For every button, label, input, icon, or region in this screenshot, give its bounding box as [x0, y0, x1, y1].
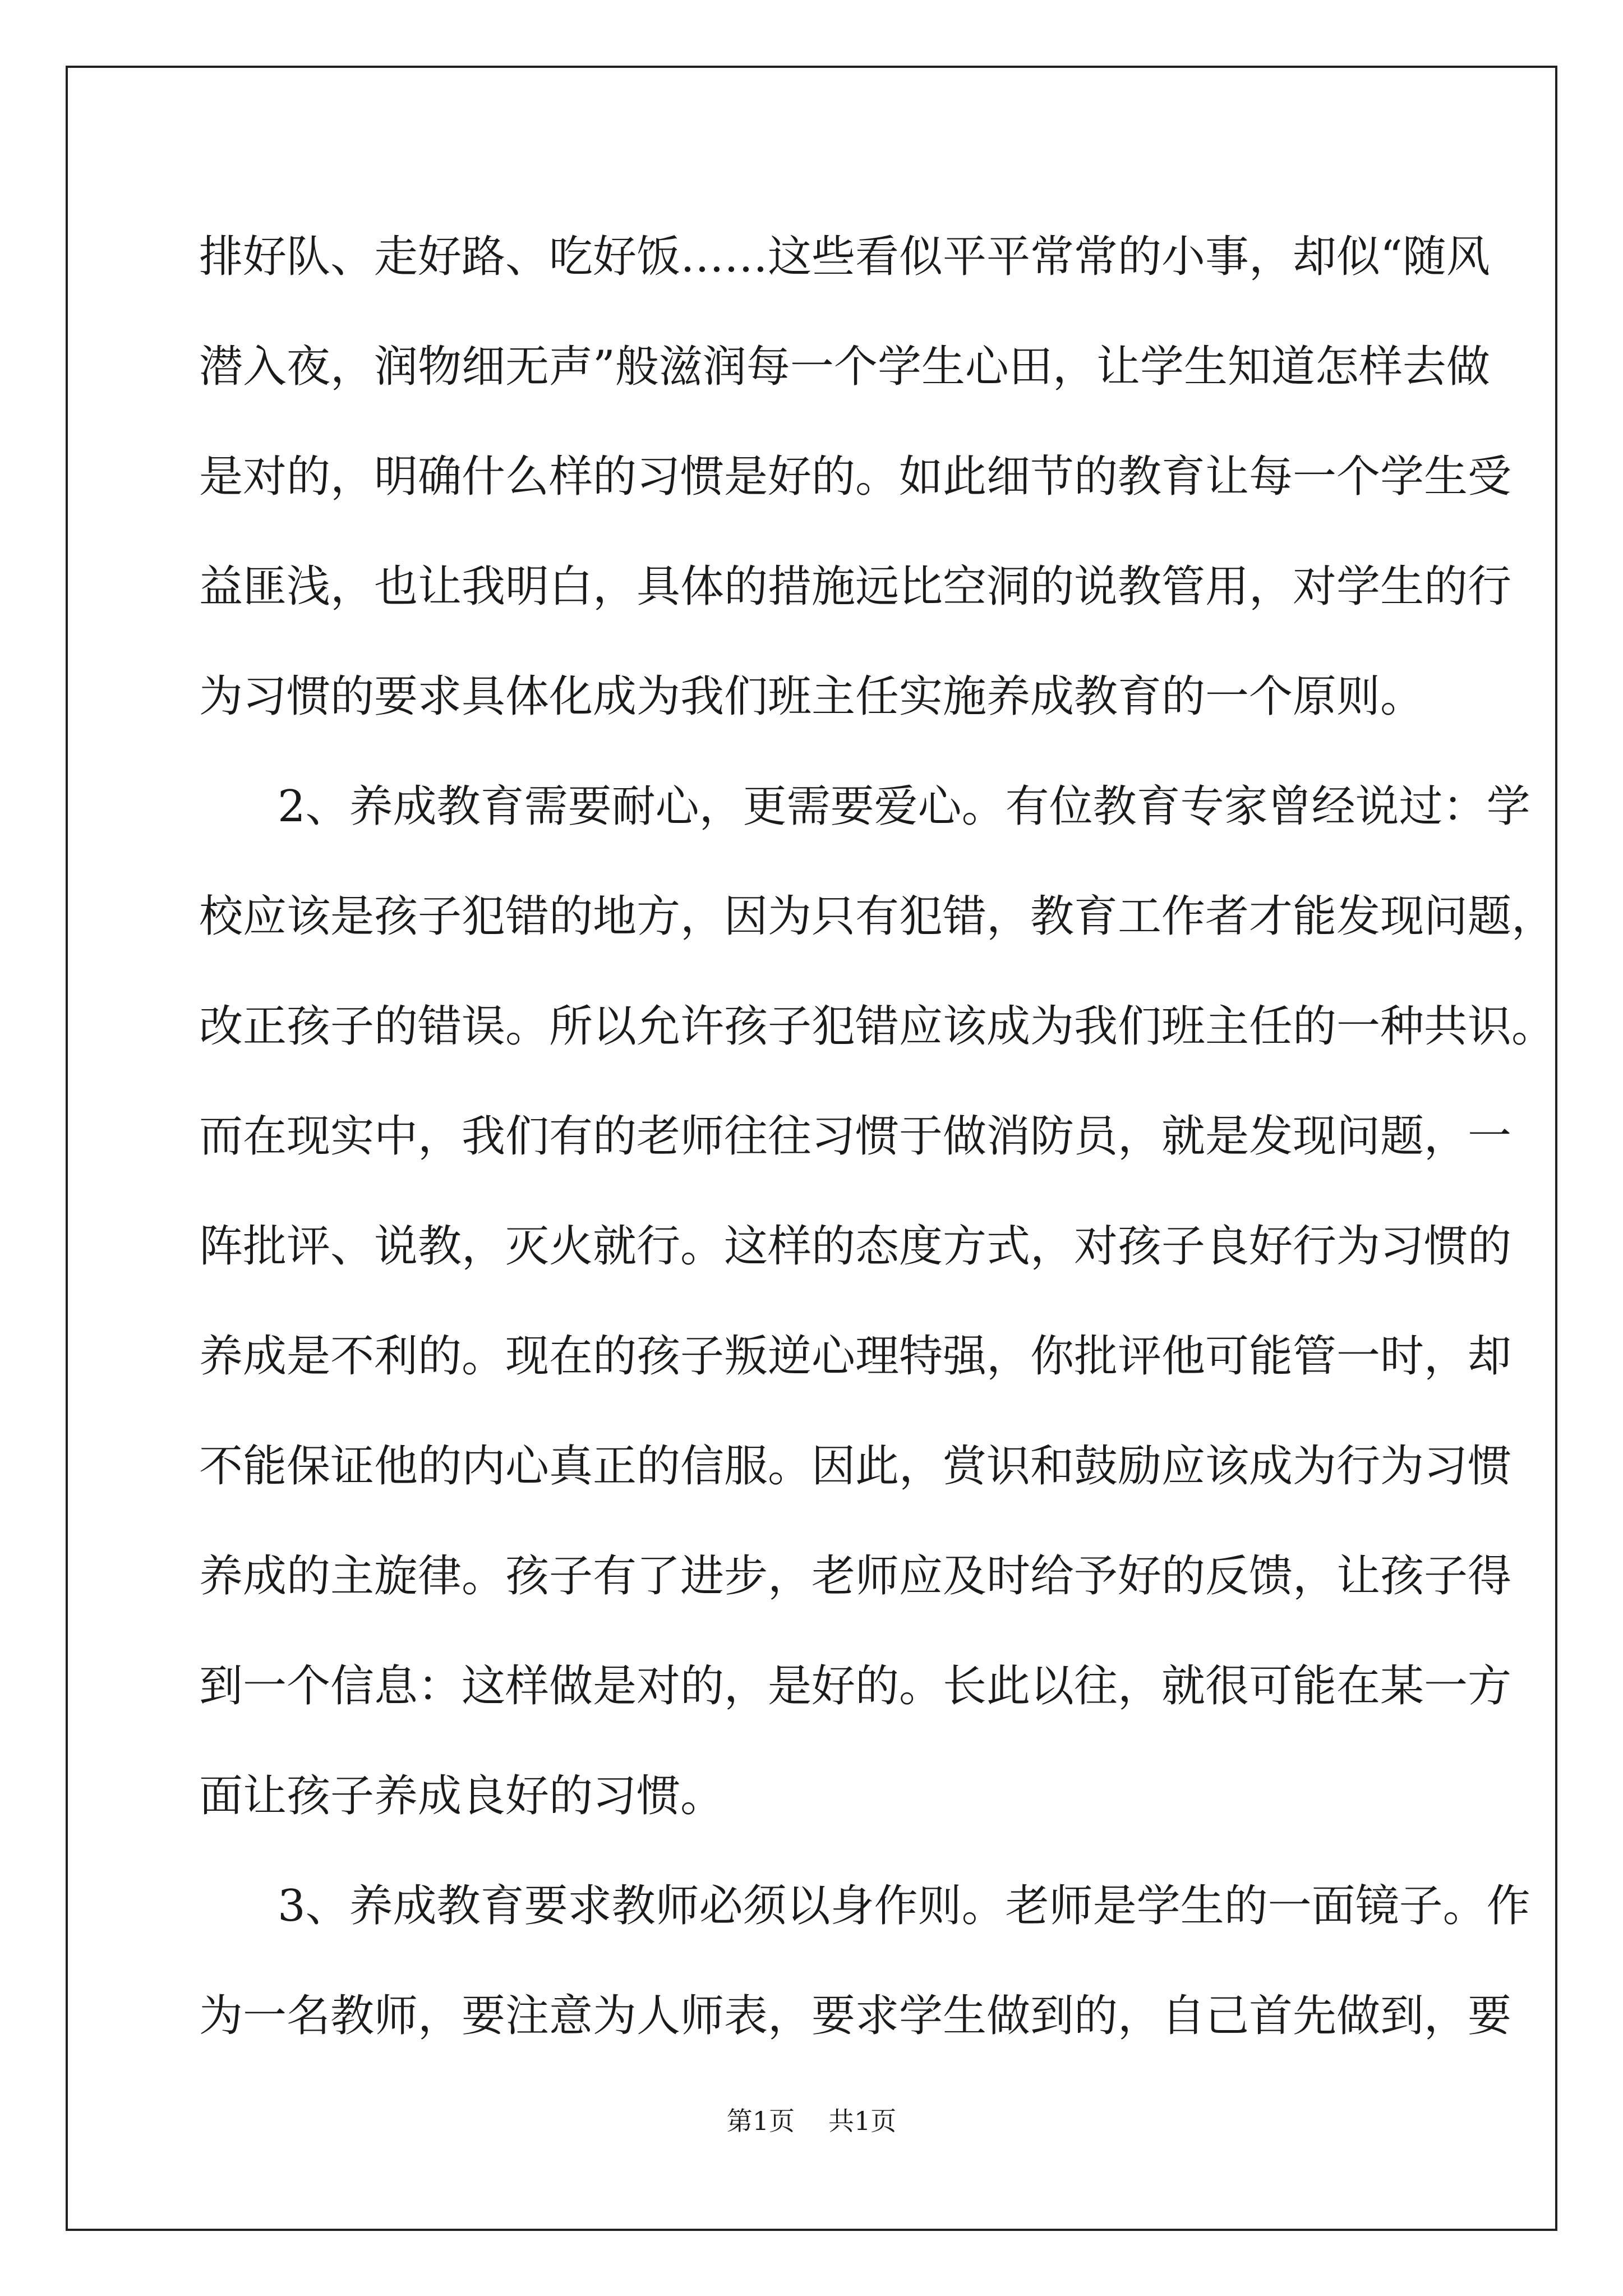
text-line: 为一名教师，要注意为人师表，要求学生做到的，自己首先做到，要	[199, 1991, 1512, 2041]
paragraph-first-line: 3、养成教育要求教师必须以身作则。老师是学生的一面镜子。作	[278, 1881, 1530, 1931]
text-line: 校应该是孩子犯错的地方，因为只有犯错，教育工作者才能发现问题，	[199, 891, 1556, 942]
text-line: 潜入夜，润物细无声”般滋润每一个学生心田，让学生知道怎样去做	[199, 342, 1490, 392]
page-number-total: 共1页	[828, 2106, 897, 2136]
text-line: 不能保证他的内心真正的信服。因此，赏识和鼓励应该成为行为习惯	[199, 1441, 1512, 1492]
text-line: 为习惯的要求具体化成为我们班主任实施养成教育的一个原则。	[199, 671, 1424, 722]
text-line: 到一个信息：这样做是对的，是好的。长此以往，就很可能在某一方	[199, 1661, 1512, 1711]
text-line: 改正孩子的错误。所以允许孩子犯错应该成为我们班主任的一种共识。	[199, 1001, 1556, 1052]
text-line: 益匪浅，也让我明白，具体的措施远比空洞的说教管用，对学生的行	[199, 562, 1512, 612]
paragraph-first-line: 2、养成教育需要耐心，更需要爱心。有位教育专家曾经说过：学	[278, 781, 1530, 832]
document-body	[199, 202, 1556, 2071]
text-line: 而在现实中，我们有的老师往往习惯于做消防员，就是发现问题，一	[199, 1111, 1512, 1162]
text-line: 阵批评、说教，灭火就行。这样的态度方式，对孩子良好行为习惯的	[199, 1221, 1512, 1272]
page-footer	[0, 2101, 1623, 2138]
text-line: 排好队、走好路、吃好饭……这些看似平平常常的小事，却似“随风	[199, 232, 1490, 282]
text-line: 养成是不利的。现在的孩子叛逆心理特强，你批评他可能管一时，却	[199, 1331, 1512, 1382]
page-number-current: 第1页	[726, 2106, 795, 2136]
text-line: 面让孩子养成良好的习惯。	[199, 1771, 725, 1821]
text-line: 养成的主旋律。孩子有了进步，老师应及时给予好的反馈，让孩子得	[199, 1551, 1512, 1602]
text-line: 是对的，明确什么样的习惯是好的。如此细节的教育让每一个学生受	[199, 452, 1512, 502]
